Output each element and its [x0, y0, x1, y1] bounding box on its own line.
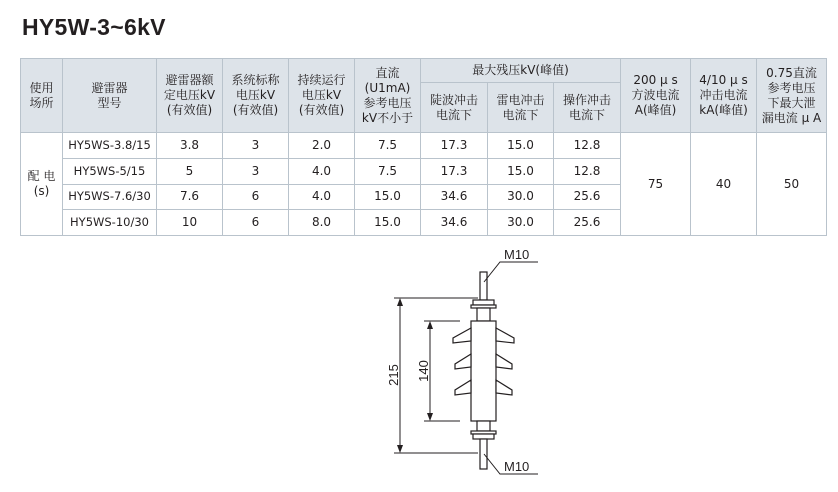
header-model: 避雷器 型号	[63, 59, 157, 133]
continuous-cell: 8.0	[289, 210, 355, 236]
leakage-cell: 50	[757, 133, 827, 236]
top-cap	[477, 308, 490, 321]
table-row	[21, 133, 827, 159]
steep-cell: 34.6	[421, 184, 488, 210]
steep-cell: 17.3	[421, 133, 488, 159]
bottom-stud	[480, 439, 487, 469]
system-cell: 6	[223, 184, 289, 210]
header-system-voltage: 系统标称 电压kV (有效值)	[223, 59, 289, 133]
dc-cell: 7.5	[355, 133, 421, 159]
model-cell: HY5WS-7.6/30	[63, 184, 157, 210]
model-cell: HY5WS-5/15	[63, 158, 157, 184]
header-steep-wave: 陡波冲击 电流下	[421, 83, 488, 133]
model-cell: HY5WS-10/30	[63, 210, 157, 236]
dc-cell: 15.0	[355, 184, 421, 210]
top-thread-label: M10	[504, 247, 530, 262]
bottom-thread-label: M10	[504, 459, 530, 474]
rated-cell: 3.8	[157, 133, 223, 159]
arrester-drawing	[360, 244, 560, 484]
bottom-cap	[477, 421, 490, 431]
continuous-cell: 4.0	[289, 184, 355, 210]
header-continuous-voltage: 持续运行 电压kV (有效值)	[289, 59, 355, 133]
model-cell: HY5WS-3.8/15	[63, 133, 157, 159]
steep-cell: 34.6	[421, 210, 488, 236]
lightning-cell: 30.0	[488, 210, 554, 236]
arrow-140-top	[427, 321, 433, 329]
switching-cell: 25.6	[554, 184, 621, 210]
arrow-215-top	[397, 298, 403, 306]
header-dc-reference: 直流 (U1mA) 参考电压 kV不小于	[355, 59, 421, 133]
top-thread-leader	[484, 262, 538, 282]
lightning-cell: 15.0	[488, 133, 554, 159]
steep-cell: 17.3	[421, 158, 488, 184]
header-residual-group: 最大残压kV(峰值)	[421, 59, 621, 83]
page-title: HY5W-3~6kV	[22, 14, 166, 40]
header-switching: 操作冲击 电流下	[554, 83, 621, 133]
switching-cell: 12.8	[554, 158, 621, 184]
header-lightning: 雷电冲击 电流下	[488, 83, 554, 133]
square-wave-cell: 75	[621, 133, 691, 236]
lightning-cell: 15.0	[488, 158, 554, 184]
header-usage: 使用 场所	[21, 59, 63, 133]
header-rated-voltage: 避雷器额 定电压kV (有效值)	[157, 59, 223, 133]
system-cell: 3	[223, 133, 289, 159]
spec-table	[20, 58, 827, 236]
top-nut	[473, 300, 494, 305]
header-square-wave: 200 μ s 方波电流 A(峰值)	[621, 59, 691, 133]
header-impulse: 4/10 μ s 冲击电流 kA(峰值)	[691, 59, 757, 133]
dc-cell: 15.0	[355, 210, 421, 236]
switching-cell: 12.8	[554, 133, 621, 159]
rated-cell: 7.6	[157, 184, 223, 210]
usage-cell: 配 电 (s)	[21, 133, 63, 236]
top-stud	[480, 272, 487, 300]
arrester-body	[471, 321, 496, 421]
system-cell: 6	[223, 210, 289, 236]
arrow-215-bottom	[397, 445, 403, 453]
switching-cell: 25.6	[554, 210, 621, 236]
rated-cell: 5	[157, 158, 223, 184]
lightning-cell: 30.0	[488, 184, 554, 210]
dim-215-label: 215	[386, 364, 401, 386]
header-leakage: 0.75直流 参考电压 下最大泄 漏电流 μ A	[757, 59, 827, 133]
rated-cell: 10	[157, 210, 223, 236]
arrow-140-bottom	[427, 413, 433, 421]
impulse-cell: 40	[691, 133, 757, 236]
continuous-cell: 4.0	[289, 158, 355, 184]
continuous-cell: 2.0	[289, 133, 355, 159]
dc-cell: 7.5	[355, 158, 421, 184]
dim-140-label: 140	[416, 360, 431, 382]
bottom-nut	[473, 434, 494, 439]
system-cell: 3	[223, 158, 289, 184]
